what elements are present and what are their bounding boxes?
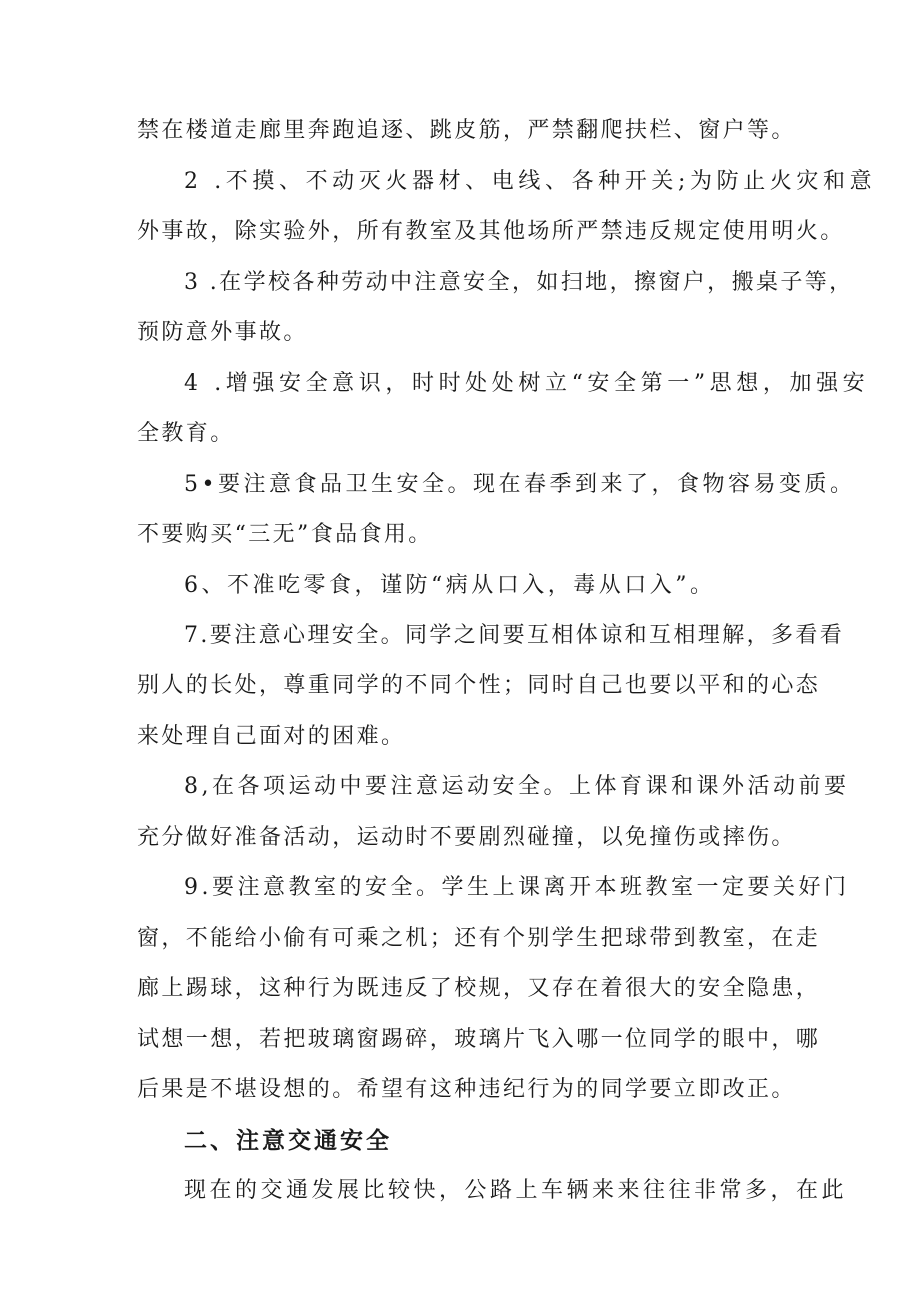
paragraph-line: 3 .在学校各种劳动中注意安全，如扫地，擦窗户，搬桌子等， <box>184 270 854 295</box>
paragraph-line: 来处理自己面对的困难。 <box>137 724 406 749</box>
paragraph-line: 廊上踢球，这种行为既违反了校规，又存在着很大的安全隐患， <box>137 976 821 1001</box>
paragraph-line: 预防意外事故。 <box>137 320 308 345</box>
paragraph-line: 全教育。 <box>137 421 235 446</box>
paragraph-line: 外事故，除实验外，所有教室及其他场所严禁违反规定使用明火。 <box>137 219 845 244</box>
section-heading: 二、注意交通安全 <box>184 1128 392 1154</box>
paragraph-line: 不要购买“三无”食品食用。 <box>137 522 433 547</box>
paragraph-line: 5•要注意食品卫生安全。现在春季到来了，食物容易变质。 <box>184 472 856 497</box>
paragraph-line: 窗，不能给小偷有可乘之机；还有个别学生把球带到教室，在走 <box>137 926 821 951</box>
paragraph-line: 8,在各项运动中要注意运动安全。上体育课和课外活动前要 <box>184 774 850 799</box>
paragraph-line: 充分做好准备活动，运动时不要剧烈碰撞，以免撞伤或摔伤。 <box>137 825 796 850</box>
paragraph-line: 试想一想，若把玻璃窗踢碎，玻璃片飞入哪一位同学的眼中，哪 <box>137 1027 821 1052</box>
paragraph-line: 禁在楼道走廊里奔跑追逐、跳皮筋，严禁翻爬扶栏、窗户等。 <box>137 118 796 143</box>
paragraph-line: 4 .增强安全意识，时时处处树立“安全第一”思想，加强安 <box>184 371 870 396</box>
paragraph-line: 7.要注意心理安全。同学之间要互相体谅和互相理解，多看看 <box>184 623 845 648</box>
paragraph-line: 别人的长处，尊重同学的不同个性；同时自己也要以平和的心态 <box>137 673 821 698</box>
paragraph-line: 现在的交通发展比较快，公路上车辆来来往往非常多，在此 <box>184 1178 848 1203</box>
paragraph-line: 6、不准吃零食，谨防“病从口入，毒从口入”。 <box>184 573 716 598</box>
paragraph-line: 后果是不堪设想的。希望有这种违纪行为的同学要立即改正。 <box>137 1077 796 1102</box>
paragraph-line: 2 .不摸、不动灭火器材、电线、各种开关;为防止火灾和意 <box>184 169 877 194</box>
paragraph-line: 9.要注意教室的安全。学生上课离开本班教室一定要关好门 <box>184 875 850 900</box>
